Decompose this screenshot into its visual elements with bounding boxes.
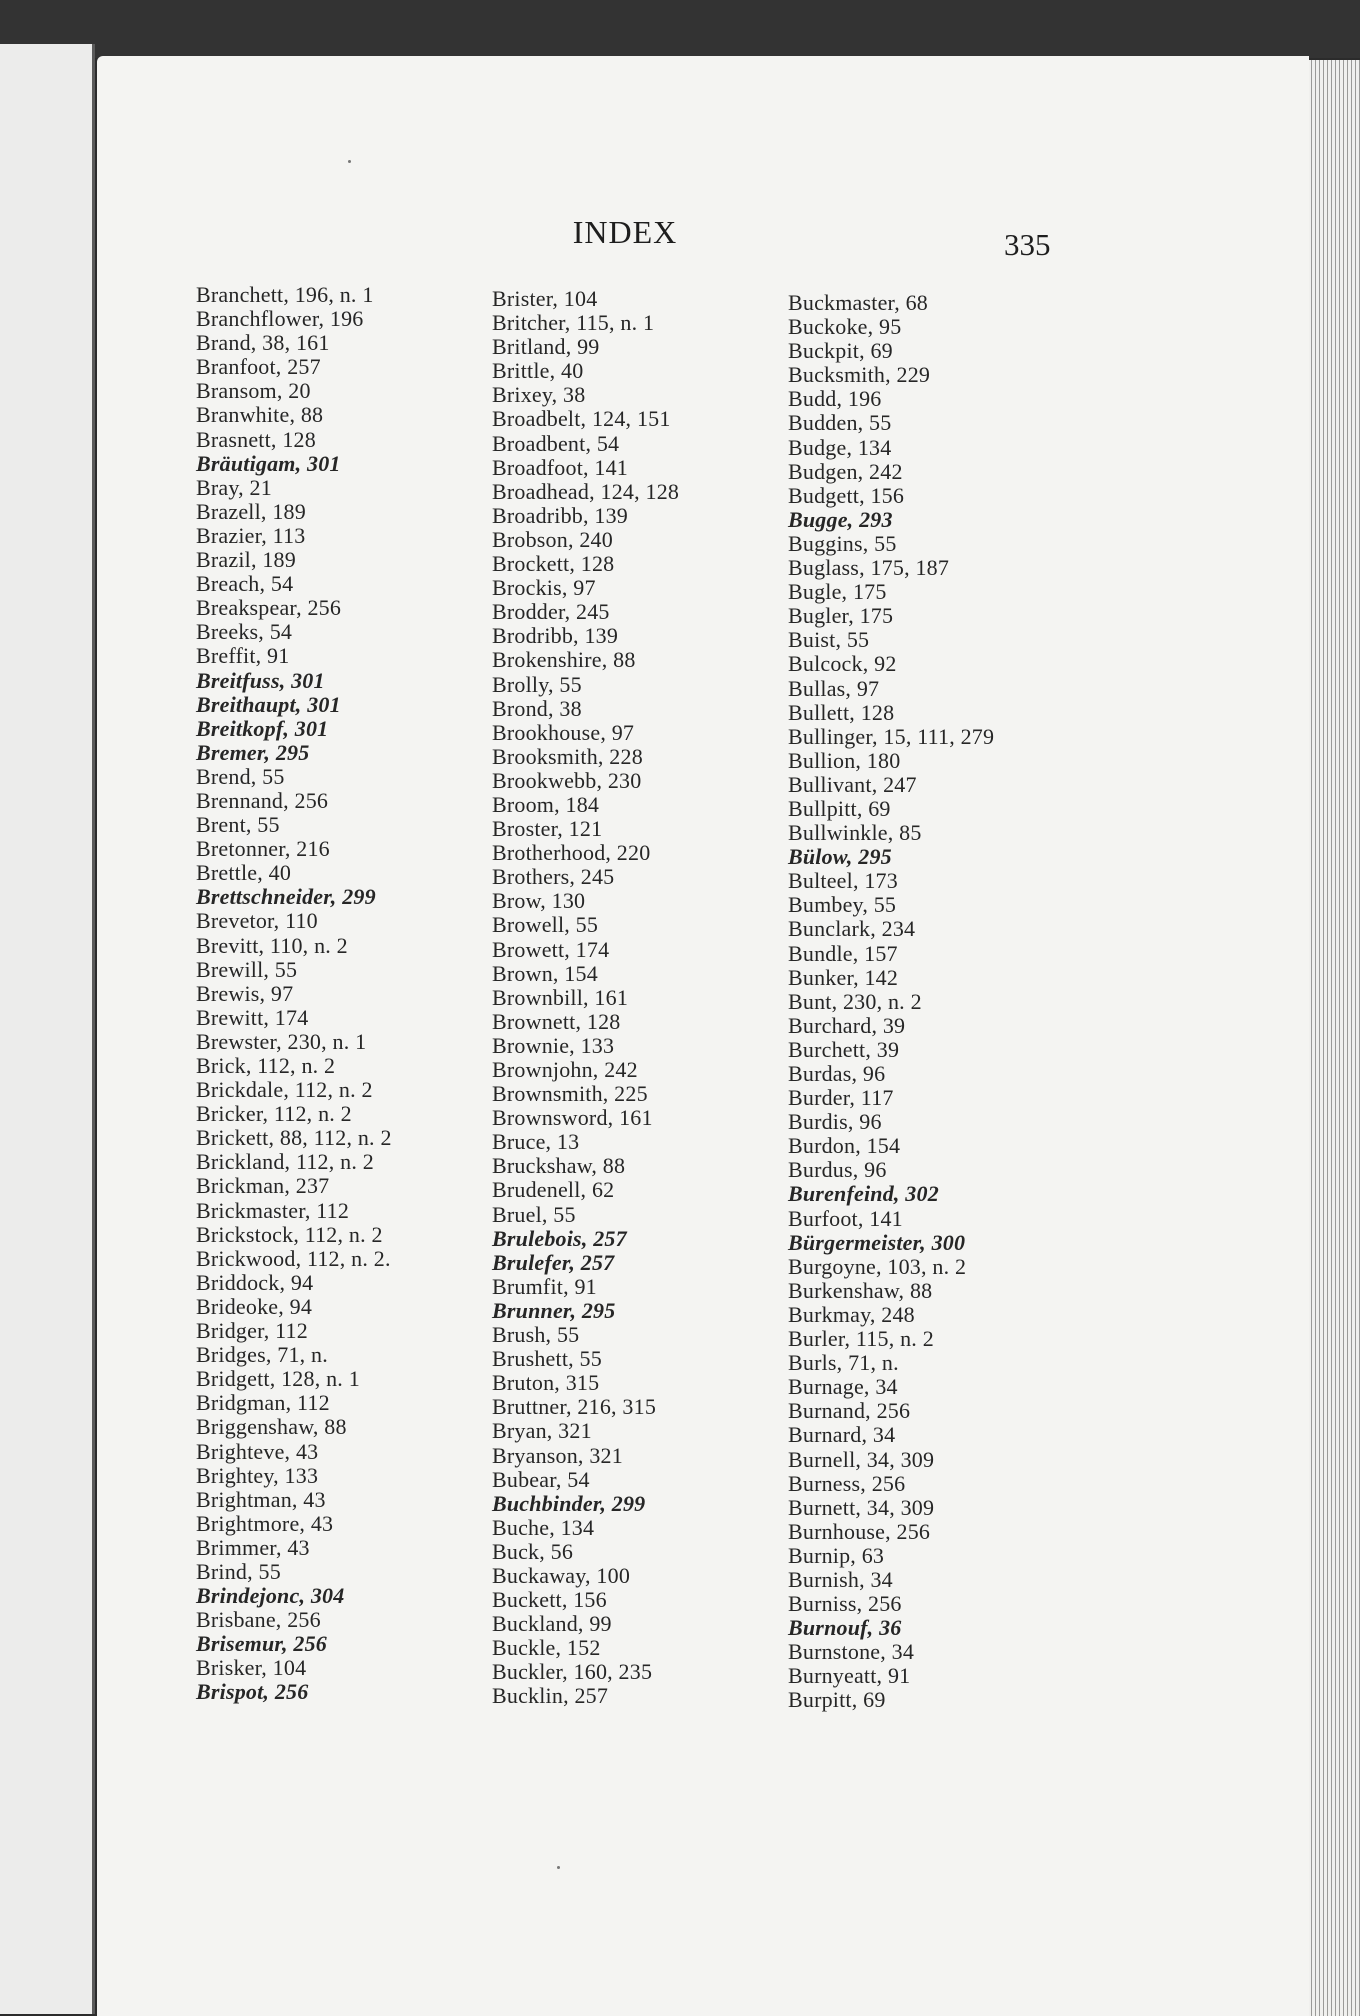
index-entry: Brulefer, 257: [492, 1249, 615, 1275]
index-entry: Bretonner, 216: [196, 836, 330, 862]
index-entry: Bridgett, 128, n. 1: [196, 1366, 360, 1392]
index-entry: Bullas, 97: [788, 675, 880, 701]
index-entry: Briggenshaw, 88: [196, 1414, 347, 1440]
index-entry: Brickland, 112, n. 2: [196, 1149, 374, 1175]
index-entry: Brisbane, 256: [196, 1607, 321, 1633]
index-entry: Browell, 55: [492, 912, 599, 938]
index-entry: Buckle, 152: [492, 1635, 601, 1661]
index-entry: Brick, 112, n. 2: [196, 1053, 336, 1078]
index-entry: Breffit, 91: [196, 643, 290, 669]
index-entry: Breitfuss, 301: [196, 667, 325, 693]
book-page-edges: [1300, 60, 1360, 2016]
index-entry: Burnell, 34, 309: [788, 1446, 935, 1472]
index-entry: Brisemur, 256: [196, 1631, 327, 1657]
index-entry: Brow, 130: [492, 888, 586, 914]
index-entry: Burnhouse, 256: [788, 1518, 931, 1544]
index-entry: Brideoke, 94: [196, 1293, 313, 1319]
index-entry: Burchett, 39: [788, 1036, 900, 1062]
index-entry: Bugler, 175: [788, 603, 894, 629]
index-entry: Burnard, 34: [788, 1422, 896, 1448]
index-entry: Brownie, 133: [492, 1032, 615, 1058]
index-entry: Burdon, 154: [788, 1133, 901, 1159]
index-entry: Brown, 154: [492, 960, 598, 986]
index-entry: Buche, 134: [492, 1514, 595, 1540]
page-title: INDEX: [572, 214, 678, 250]
index-entry: Brewitt, 174: [196, 1004, 309, 1030]
index-entry: Bridger, 112: [196, 1318, 308, 1344]
index-entry: Brownjohn, 242: [492, 1057, 638, 1082]
index-entry: Brodder, 245: [492, 599, 610, 625]
index-entry: Branchflower, 196: [196, 306, 364, 332]
index-entry: Brobson, 240: [492, 526, 613, 552]
index-entry: Bullivant, 247: [788, 771, 917, 797]
index-entry: Bridges, 71, n.: [196, 1342, 328, 1368]
index-entry: Brockis, 97: [492, 575, 596, 601]
index-entry: Bullett, 128: [788, 699, 895, 725]
index-entry: Bundle, 157: [788, 940, 898, 966]
index-entry: Bullion, 180: [788, 747, 901, 773]
index-entry: Bürgermeister, 300: [788, 1229, 966, 1255]
index-entry: Brend, 55: [196, 763, 285, 789]
index-entry: Brodribb, 139: [492, 623, 619, 649]
index-entry: Brazil, 189: [196, 547, 296, 573]
index-entry: Burniss, 256: [788, 1591, 902, 1617]
index-entry: Buckmaster, 68: [788, 290, 928, 315]
index-entry: Brickstock, 112, n. 2: [196, 1221, 383, 1247]
index-entry: Buck, 56: [492, 1538, 574, 1564]
facing-page-edge: [0, 44, 95, 2014]
index-column-3: [788, 291, 994, 1713]
index-entry: Buggins, 55: [788, 530, 897, 556]
index-entry: Brightman, 43: [196, 1486, 326, 1512]
index-entry: Brolly, 55: [492, 671, 582, 697]
index-entry: Bucksmith, 229: [788, 362, 931, 388]
index-entry: Brightey, 133: [196, 1462, 319, 1488]
speck: [557, 1866, 560, 1869]
index-entry: Burenfeind, 302: [788, 1181, 939, 1207]
index-entry: Burder, 117: [788, 1085, 894, 1111]
index-entry: Buckaway, 100: [492, 1562, 631, 1588]
index-entry: Burnip, 63: [788, 1542, 885, 1568]
index-entry: Brooksmith, 228: [492, 743, 643, 769]
index-entry: Brotherhood, 220: [492, 840, 651, 866]
index-entry: Brockett, 128: [492, 551, 615, 577]
index-entry: Branchett, 196, n. 1: [196, 282, 374, 307]
index-entry: Bridgman, 112: [196, 1390, 330, 1416]
index-entry: Breitkopf, 301: [196, 715, 329, 741]
index-entry: Burgoyne, 103, n. 2: [788, 1253, 967, 1279]
index-entry: Bulteel, 173: [788, 868, 898, 894]
index-entry: Broadhead, 124, 128: [492, 478, 680, 504]
index-entry: Burdis, 96: [788, 1109, 882, 1135]
index-entry: Brickett, 88, 112, n. 2: [196, 1125, 392, 1151]
index-entry: Brookwebb, 230: [492, 767, 642, 793]
index-entry: Bruel, 55: [492, 1201, 576, 1227]
index-entry: Brothers, 245: [492, 864, 615, 890]
index-entry: Breithaupt, 301: [196, 691, 341, 717]
index-entry: Branfoot, 257: [196, 354, 321, 380]
index-entry: Buglass, 175, 187: [788, 555, 950, 581]
index-entry: Burls, 71, n.: [788, 1350, 899, 1376]
index-entry: Burler, 115, n. 2: [788, 1326, 934, 1352]
index-entry: Brookhouse, 97: [492, 719, 635, 745]
index-entry: Brickdale, 112, n. 2: [196, 1077, 373, 1103]
index-entry: Burnouf, 36: [788, 1615, 902, 1641]
index-entry: Brownsmith, 225: [492, 1081, 648, 1107]
index-entry: Brettschneider, 299: [196, 884, 376, 910]
index-entry: Britland, 99: [492, 334, 600, 360]
index-entry: Breakspear, 256: [196, 595, 342, 621]
index-entry: Buist, 55: [788, 627, 870, 653]
index-entry: Brewis, 97: [196, 980, 294, 1006]
index-entry: Breeks, 54: [196, 619, 293, 645]
index-entry: Broadbelt, 124, 151: [492, 406, 671, 432]
index-entry: Brokenshire, 88: [492, 647, 636, 673]
index-entry: Bruton, 315: [492, 1370, 600, 1396]
index-entry: Burness, 256: [788, 1470, 906, 1496]
index-entry: Brulebois, 257: [492, 1225, 627, 1251]
index-entry: Buckland, 99: [492, 1611, 612, 1637]
index-entry: Brudenell, 62: [492, 1177, 615, 1203]
index-entry: Brimmer, 43: [196, 1534, 310, 1560]
index-entry: Buckler, 160, 235: [492, 1659, 653, 1685]
index-entry: Brewill, 55: [196, 956, 298, 982]
index-entry: Burfoot, 141: [788, 1205, 903, 1231]
index-entry: Bullpitt, 69: [788, 795, 891, 821]
index-entry: Burkmay, 248: [788, 1301, 915, 1327]
index-entry: Burnyeatt, 91: [788, 1663, 911, 1689]
index-entry: Buckoke, 95: [788, 314, 902, 340]
speck: [348, 160, 351, 163]
index-entry: Burpitt, 69: [788, 1687, 886, 1713]
index-entry: Bullinger, 15, 111, 279: [788, 723, 995, 749]
index-entry: Brunner, 295: [492, 1297, 616, 1323]
index-entry: Brevitt, 110, n. 2: [196, 932, 348, 958]
index-entry: Bruce, 13: [492, 1129, 580, 1155]
index-entry: Brighteve, 43: [196, 1438, 319, 1464]
index-entry: Breach, 54: [196, 571, 294, 597]
index-entry: Bransom, 20: [196, 378, 311, 404]
index-entry: Buckett, 156: [492, 1587, 607, 1613]
index-entry: Burchard, 39: [788, 1012, 906, 1038]
index-entry: Brickmaster, 112: [196, 1197, 350, 1223]
index-entry: Bullwinkle, 85: [788, 820, 922, 846]
index-entry: Burnish, 34: [788, 1566, 893, 1592]
index-entry: Brush, 55: [492, 1322, 580, 1348]
index-entry: Brister, 104: [492, 286, 598, 311]
index-entry: Bülow, 295: [788, 844, 892, 870]
index-entry: Burdus, 96: [788, 1157, 887, 1183]
index-entry: Burnand, 256: [788, 1398, 911, 1424]
index-entry: Bugle, 175: [788, 579, 887, 605]
scanner-top-edge: [0, 0, 1360, 58]
index-entry: Bray, 21: [196, 474, 272, 500]
index-entry: Bumbey, 55: [788, 892, 897, 918]
index-entry: Bubear, 54: [492, 1466, 590, 1492]
index-entry: Brispot, 256: [196, 1679, 309, 1705]
index-entry: Brixey, 38: [492, 382, 586, 408]
index-entry: Bucklin, 257: [492, 1683, 609, 1709]
index-entry: Brond, 38: [492, 695, 582, 721]
index-entry: Brumfit, 91: [492, 1273, 597, 1299]
index-entry: Brennand, 256: [196, 787, 329, 813]
index-entry: Burdas, 96: [788, 1061, 886, 1086]
index-entry: Brewster, 230, n. 1: [196, 1028, 367, 1054]
index-entry: Broadribb, 139: [492, 502, 629, 528]
index-entry: Bruttner, 216, 315: [492, 1394, 657, 1420]
index-entry: Brightmore, 43: [196, 1510, 334, 1536]
index-entry: Burnstone, 34: [788, 1639, 915, 1665]
index-entry: Bunker, 142: [788, 964, 899, 990]
index-entry: Brasnett, 128: [196, 426, 316, 452]
index-entry: Burnage, 34: [788, 1374, 898, 1400]
index-entry: Brent, 55: [196, 812, 280, 838]
index-entry: Buckpit, 69: [788, 338, 893, 364]
index-entry: Brickman, 237: [196, 1173, 330, 1199]
index-entry: Budgett, 156: [788, 482, 905, 508]
index-entry: Bricker, 112, n. 2: [196, 1101, 352, 1127]
index-entry: Briddock, 94: [196, 1269, 314, 1295]
page-number: 335: [1004, 227, 1051, 262]
index-entry: Broadbent, 54: [492, 430, 620, 456]
index-entry: Budgen, 242: [788, 458, 903, 484]
index-entry: Bremer, 295: [196, 739, 310, 765]
index-entry: Broster, 121: [492, 816, 603, 842]
index-entry: Browett, 174: [492, 936, 610, 962]
index-entry: Brushett, 55: [492, 1346, 602, 1372]
index-entry: Brevetor, 110: [196, 908, 318, 934]
index-entry: Brindejonc, 304: [196, 1583, 345, 1609]
index-entry: Burnett, 34, 309: [788, 1494, 935, 1520]
index-entry: Britcher, 115, n. 1: [492, 310, 655, 336]
index-entry: Brazier, 113: [196, 522, 306, 548]
index-entry: Bulcock, 92: [788, 651, 897, 677]
index-entry: Bryanson, 321: [492, 1442, 623, 1468]
index-entry: Brand, 38, 161: [196, 330, 330, 356]
index-entry: Budden, 55: [788, 410, 892, 436]
index-entry: Budge, 134: [788, 434, 892, 460]
index-entry: Bunclark, 234: [788, 916, 916, 942]
index-entry: Bugge, 293: [788, 506, 893, 532]
index-column-2: [492, 287, 679, 1709]
index-column-1: [196, 283, 392, 1705]
index-entry: Brownett, 128: [492, 1008, 621, 1034]
index-entry: Bräutigam, 301: [196, 450, 341, 476]
index-entry: Brettle, 40: [196, 860, 292, 886]
index-entry: Brisker, 104: [196, 1655, 307, 1681]
index-entry: Brickwood, 112, n. 2.: [196, 1245, 391, 1271]
index-entry: Brownsword, 161: [492, 1105, 653, 1131]
index-entry: Broadfoot, 141: [492, 454, 629, 480]
index-entry: Bryan, 321: [492, 1418, 592, 1444]
index-entry: Branwhite, 88: [196, 402, 324, 428]
index-entry: Broom, 184: [492, 791, 600, 817]
index-entry: Brind, 55: [196, 1558, 281, 1584]
index-entry: Bruckshaw, 88: [492, 1153, 626, 1179]
index-entry: Bunt, 230, n. 2: [788, 988, 922, 1014]
index-entry: Buchbinder, 299: [492, 1490, 646, 1516]
index-entry: Brownbill, 161: [492, 984, 629, 1010]
index-entry: Brazell, 189: [196, 498, 306, 524]
index-entry: Brittle, 40: [492, 358, 584, 384]
index-entry: Burkenshaw, 88: [788, 1277, 933, 1303]
index-entry: Budd, 196: [788, 386, 882, 412]
